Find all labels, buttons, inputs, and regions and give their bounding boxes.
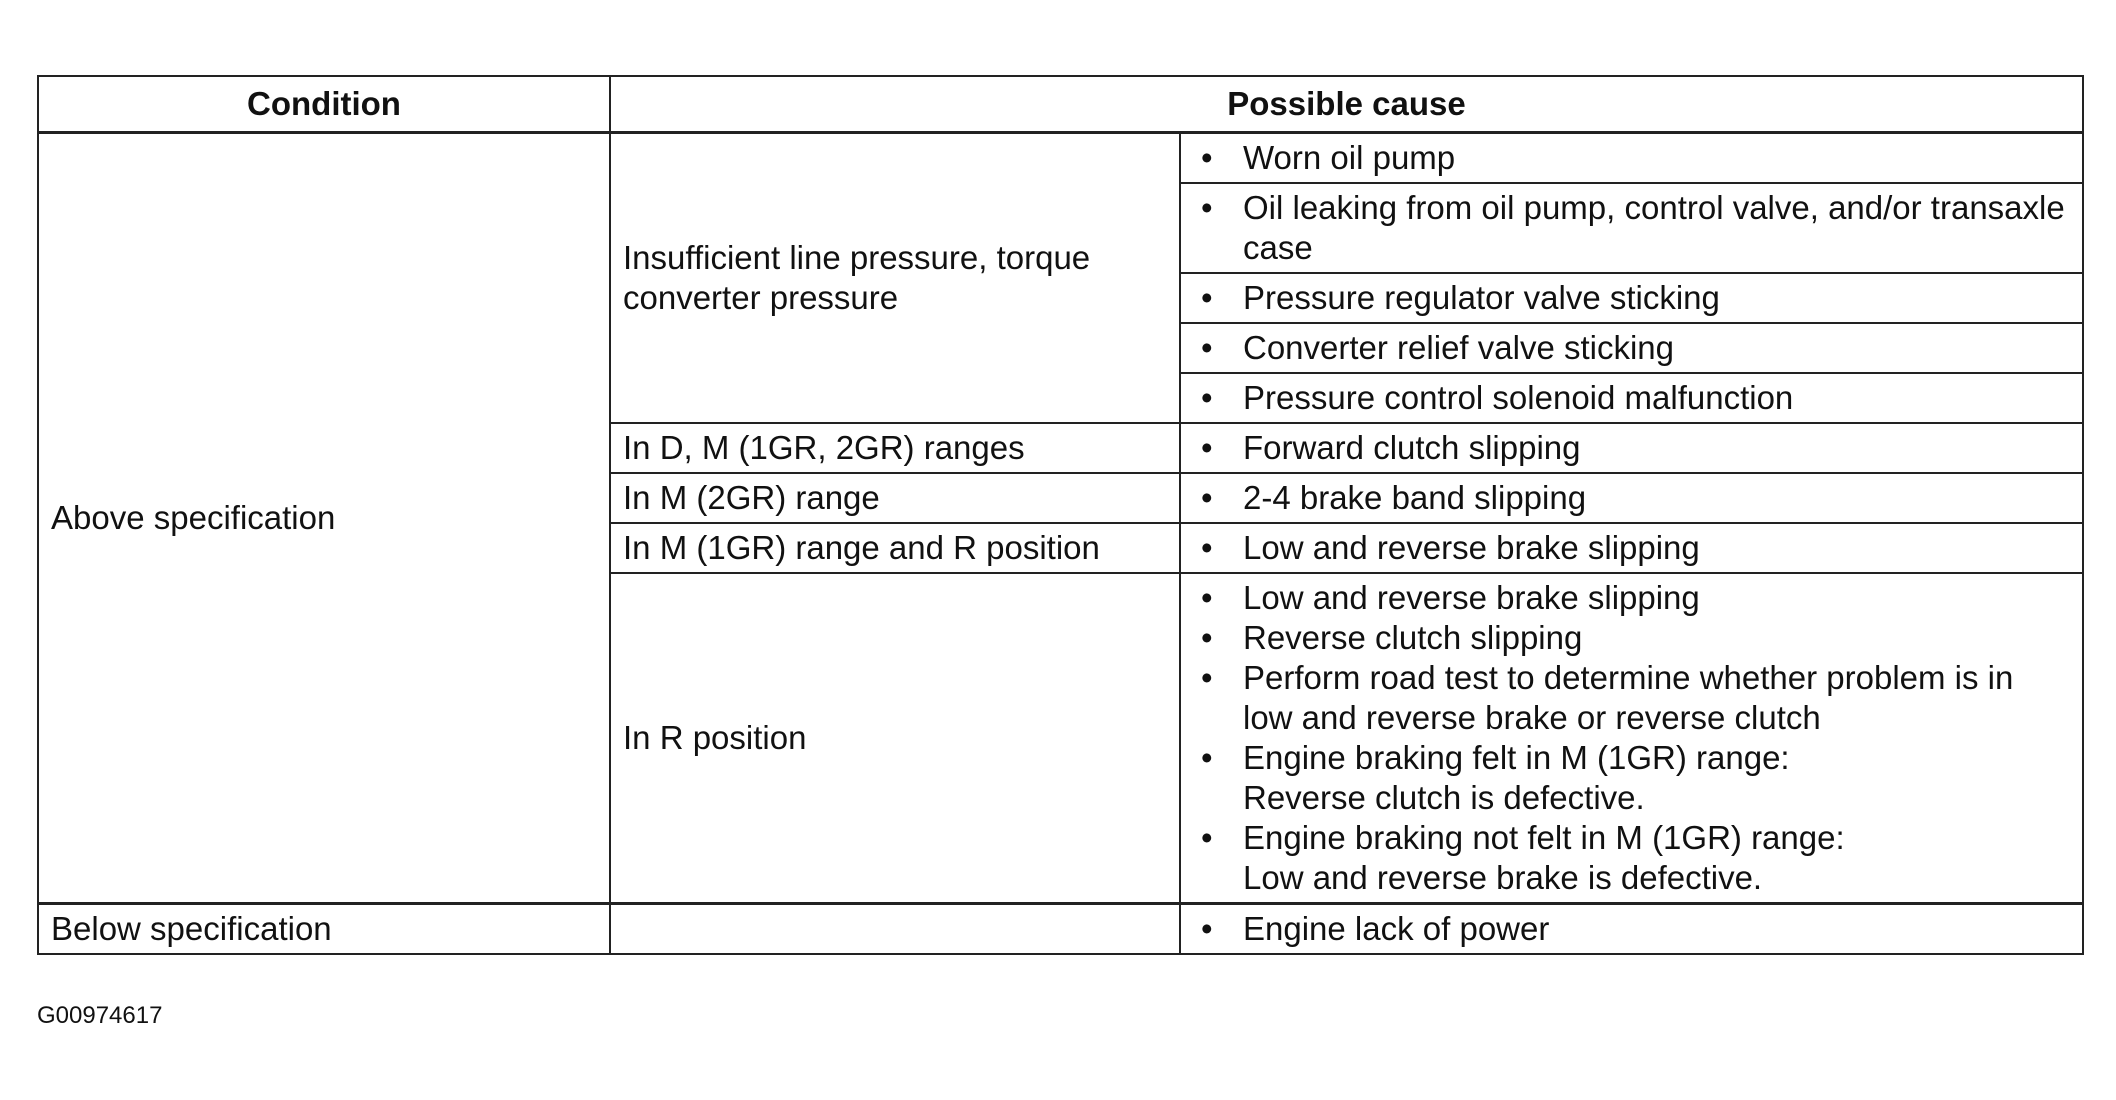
cause-item — [1193, 738, 2070, 818]
header-possible-cause: Possible cause — [610, 76, 2083, 133]
cause-cell — [1180, 133, 2083, 184]
cause-item: • Pressure regulator valve sticking — [1193, 278, 2070, 318]
cause-item-line: Reverse clutch is defective. — [1243, 779, 1645, 816]
cause-item: • Low and reverse brake slipping — [1193, 578, 2070, 618]
sub-condition-d-m-ranges: In D, M (1GR, 2GR) ranges — [610, 423, 1180, 473]
cause-item: • Perform road test to determine whether problem is in low and reverse brake or reverse clutch — [1193, 658, 2070, 738]
sub-condition-m-1gr-r-position: In M (1GR) range and R position — [610, 523, 1180, 573]
table-row — [38, 133, 2083, 184]
cause-cell — [1180, 273, 2083, 323]
header-row — [38, 76, 2083, 133]
cause-item-line: Low and reverse brake is defective. — [1243, 859, 1763, 896]
cause-cell — [1180, 183, 2083, 273]
header-condition: Condition — [38, 76, 610, 133]
cause-item: • Oil leaking from oil pump, control valve, and/or transaxle case — [1193, 188, 2070, 268]
cause-item: • 2-4 brake band slipping — [1193, 478, 2070, 518]
cause-item: • Converter relief valve sticking — [1193, 328, 2070, 368]
cause-cell — [1180, 523, 2083, 573]
sub-condition-insufficient-pressure: Insufficient line pressure, torque converter pressure — [610, 133, 1180, 424]
cause-item: • Engine lack of power — [1193, 909, 2070, 949]
figure-id: G00974617 — [37, 1002, 163, 1029]
cause-item — [1193, 818, 2070, 898]
cause-cell — [1180, 573, 2083, 904]
cause-item: • Reverse clutch slipping — [1193, 618, 2070, 658]
condition-above-specification: Above specification — [38, 133, 610, 904]
cause-cell — [1180, 423, 2083, 473]
cause-item: • Pressure control solenoid malfunction — [1193, 378, 2070, 418]
table-row — [38, 904, 2083, 955]
cause-item: • Low and reverse brake slipping — [1193, 528, 2070, 568]
cause-item: • Worn oil pump — [1193, 138, 2070, 178]
cause-cell — [1180, 904, 2083, 955]
cause-item-line: • Engine braking felt in M (1GR) range: — [1243, 739, 1790, 776]
condition-below-specification: Below specification — [38, 904, 610, 955]
cause-cell — [1180, 373, 2083, 423]
cause-item-line: • Engine braking not felt in M (1GR) range: — [1243, 819, 1845, 856]
diagnosis-table — [37, 75, 2084, 955]
sub-condition-empty — [610, 904, 1180, 955]
cause-item: • Forward clutch slipping — [1193, 428, 2070, 468]
cause-cell — [1180, 473, 2083, 523]
cause-cell — [1180, 323, 2083, 373]
sub-condition-r-position: In R position — [610, 573, 1180, 904]
sub-condition-m-2gr-range: In M (2GR) range — [610, 473, 1180, 523]
